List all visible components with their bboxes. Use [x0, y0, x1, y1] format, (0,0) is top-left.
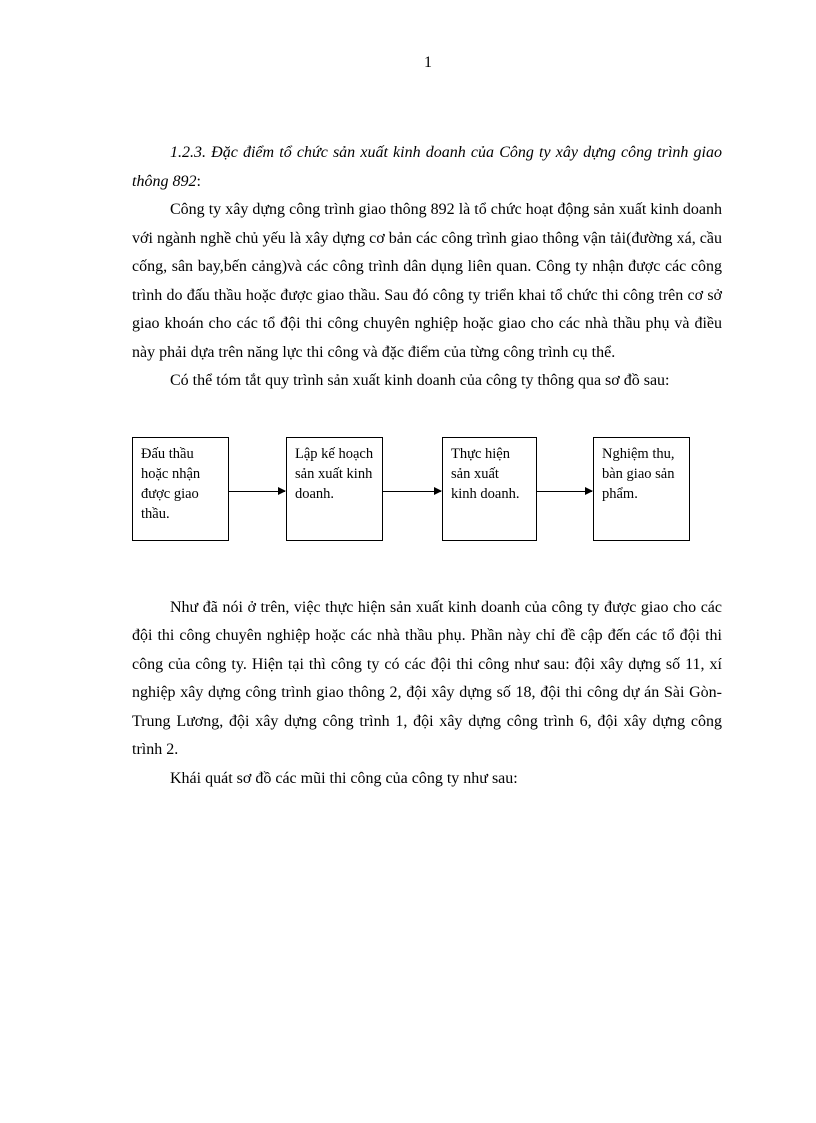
process-step-execution: Thực hiện sản xuất kinh doanh.: [442, 437, 537, 541]
process-arrow-2: [383, 491, 441, 492]
paragraph-construction-teams: Như đã nói ở trên, việc thực hiện sản xuất kinh doanh của công ty được giao cho các đội thi công chuyên nghiệp hoặc các nhà thầu phụ. Phần này chỉ đề cập đến các tổ đội thi công của công ty. Hiện tại thì công ty có các đội thi công như sau: đội xây dựng số 11, xí nghiệp xây dựng công trình giao thông 2, đội xây dựng số 18, đội thi công dự án Sài Gòn- Trung Lương, đội xây dựng công trình 1, đội xây dựng công trình 6, đội xây dựng công trình 2.: [132, 598, 722, 758]
paragraph-company-overview: Công ty xây dựng công trình giao thông 892 là tổ chức hoạt động sản xuất kinh doanh với ngành nghề chủ yếu là xây dựng cơ bản các công trình giao thông vận tải(đường xá, cầu cống, sân bay,bến cảng)và các công trình dân dụng liên quan. Công ty nhận được các công trình do đấu thầu hoặc được giao thầu. Sau đó công ty triển khai tổ chức thi công trên cơ sở giao khoán cho các tổ đội thi công chuyên nghiệp hoặc giao cho các nhà thầu phụ và điều này phải dựa trên năng lực thi công và đặc điểm của từng công trình cụ thể.: [132, 201, 722, 361]
process-arrow-1: [229, 491, 285, 492]
process-step-planning: Lập kế hoạch sản xuất kinh doanh.: [286, 437, 383, 541]
business-process-diagram: [132, 396, 722, 556]
process-arrow-3: [537, 491, 592, 492]
section-heading-colon: :: [196, 172, 201, 190]
section-heading-text: 1.2.3. Đặc điểm tổ chức sản xuất kinh doanh của Công ty xây dựng công trình giao thông 892: [132, 144, 722, 190]
process-step-bidding: Đấu thầu hoặc nhận được giao thầu.: [132, 437, 229, 541]
document-body: [132, 139, 722, 793]
paragraph-teams-diagram-intro: Khái quát sơ đồ các mũi thi công của công ty như sau:: [170, 769, 518, 787]
paragraph-diagram-intro: Có thể tóm tắt quy trình sản xuất kinh doanh của công ty thông qua sơ đồ sau:: [170, 372, 670, 389]
process-step-acceptance: Nghiệm thu, bàn giao sản phẩm.: [593, 437, 690, 541]
spacer: [132, 556, 722, 594]
page-number: 1: [424, 54, 432, 71]
section-heading: [132, 139, 722, 196]
